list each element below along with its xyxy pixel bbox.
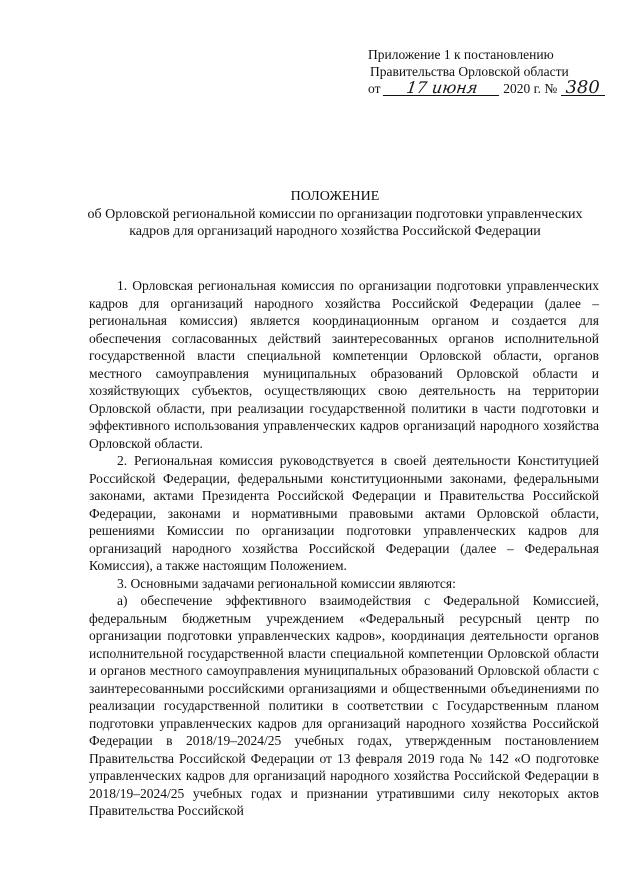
appendix-header [368,46,604,97]
handwritten-number: 380 [561,80,605,96]
document-body [89,277,599,820]
paragraph-1: 1. Орловская региональная комиссия по организации подготовки управленческих кадров для организаций народного хозяйства Российской Федерации (далее – региональная комиссия) является координационным органом и создается для обеспечения согласованных действий заинтересованных органов исполнительной государственной власти специальной компетенции Орловской области, органов местного самоуправления муниципальных образований Орловской области и хозяйствующих субъектов, осуществляющих свою деятельность на территории Орловской области, при реализации государственной политики в части подготовки и эффективного использования управленческих кадров организаций народного хозяйства Орловской области. [89,278,599,451]
paragraph-2: 2. Региональная комиссия руководствуется в своей деятельности Конституцией Российской Федерации, федеральными конституционными законами, федеральными законами, актами Президента Российской Федерации и Правительства Российской Федерации, законами и нормативными правовыми актами Орловской области, решениями Комиссии по организации подготовки управленческих кадров для организаций народного хозяйства Российской Федерации (далее – Федеральная Комиссия), а также настоящим Положением. [89,453,599,573]
date-prefix: от [368,81,381,96]
handwritten-date: 17 июня [383,80,501,96]
document-title [70,188,600,241]
paragraph-3a: а) обеспечение эффективного взаимодействия с Федеральной Комиссией, федеральным бюджетным учреждением «Федеральный ресурсный центр по организации подготовки управленческих кадров», координация деятельности органов исполнительной государственной власти специальной компетенции Орловской области и органов местного самоуправления муниципальных образований Орловской области с заинтересованными российскими организациями и общественными объединениями по реализации государственной политики в соответствии с Государственным планом подготовки управленческих кадров для организаций народного хозяйства Российской Федерации в 2018/19–2024/25 учебных годах, утвержденным постановлением Правительства Российской Федерации от 13 февраля 2019 года № 142 «О подготовке управленческих кадров для организаций народного хозяйства Российской Федерации в 2018/19–2024/25 учебных годах и признании утратившими силу некоторых актов Правительства Российской [89,593,599,818]
paragraph-3: 3. Основными задачами региональной комиссии являются: [117,575,456,591]
appendix-line-1: Приложение 1 к постановлению [368,47,554,62]
title-subtitle: об Орловской региональной комиссии по организации подготовки управленческих кадров для организаций народного хозяйства Российской Федерации [87,206,583,239]
title-heading: ПОЛОЖЕНИЕ [290,189,380,204]
date-year: 2020 г. № [503,81,558,96]
appendix-date-line [368,77,604,98]
appendix-line-2: Правительства Орловской области [370,64,569,79]
